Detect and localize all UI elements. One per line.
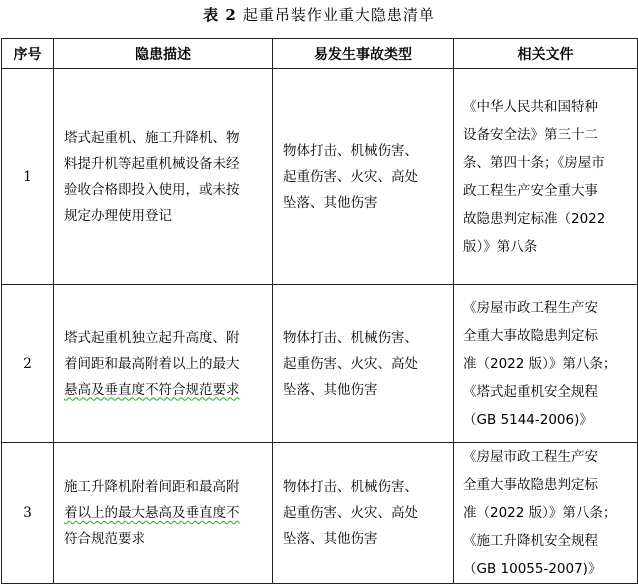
related-documents: 《房屋市政工程生产安 全重大事故隐患判定标 准（2022 版）》第八条； 《施工升降机安全规程 （GB 10055-2007)》 (454, 443, 638, 584)
table-header-row (2, 39, 638, 69)
header-no: 序号 (2, 39, 54, 69)
hazard-table (1, 38, 638, 584)
row-number: 2 (2, 285, 54, 443)
table-row (2, 69, 638, 285)
table-title: 起重吊装作业重大隐患清单 (242, 6, 435, 24)
hazard-description: 塔式起重机、施工升降机、物 料提升机等起重机械设备未经 验收合格即投入使用，或未按 规定办理使用登记 (54, 69, 273, 285)
related-documents: 《中华人民共和国特种 设备安全法》第三十二 条、第四十条；《房屋市 政工程生产安全重大事 故隐患判定标准（2022 版）》第八条 (454, 69, 638, 285)
header-description: 隐患描述 (54, 39, 273, 69)
accident-types: 物体打击、机械伤害、 起重伤害、火灾、高处 坠落、其他伤害 (273, 443, 454, 584)
row-number: 3 (2, 443, 54, 584)
hazard-description: 施工升降机附着间距和最高附 着以上的最大悬高及垂直度不 符合规范要求 (54, 443, 273, 584)
table-caption (0, 4, 638, 25)
table-number: 表 2 (203, 6, 237, 24)
related-documents: 《房屋市政工程生产安 全重大事故隐患判定标 准（2022 版）》第八条； 《塔式起重机安全规程 （GB 5144-2006)》 (454, 285, 638, 443)
header-accident-types: 易发生事故类型 (273, 39, 454, 69)
table-row (2, 285, 638, 443)
row-number: 1 (2, 69, 54, 285)
accident-types: 物体打击、机械伤害、 起重伤害、火灾、高处 坠落、其他伤害 (273, 285, 454, 443)
header-documents: 相关文件 (454, 39, 638, 69)
hazard-description: 塔式起重机独立起升高度、附 着间距和最高附着以上的最大 悬高及垂直度不符合规范要求 (54, 285, 273, 443)
accident-types: 物体打击、机械伤害、 起重伤害、火灾、高处 坠落、其他伤害 (273, 69, 454, 285)
table-row (2, 443, 638, 584)
